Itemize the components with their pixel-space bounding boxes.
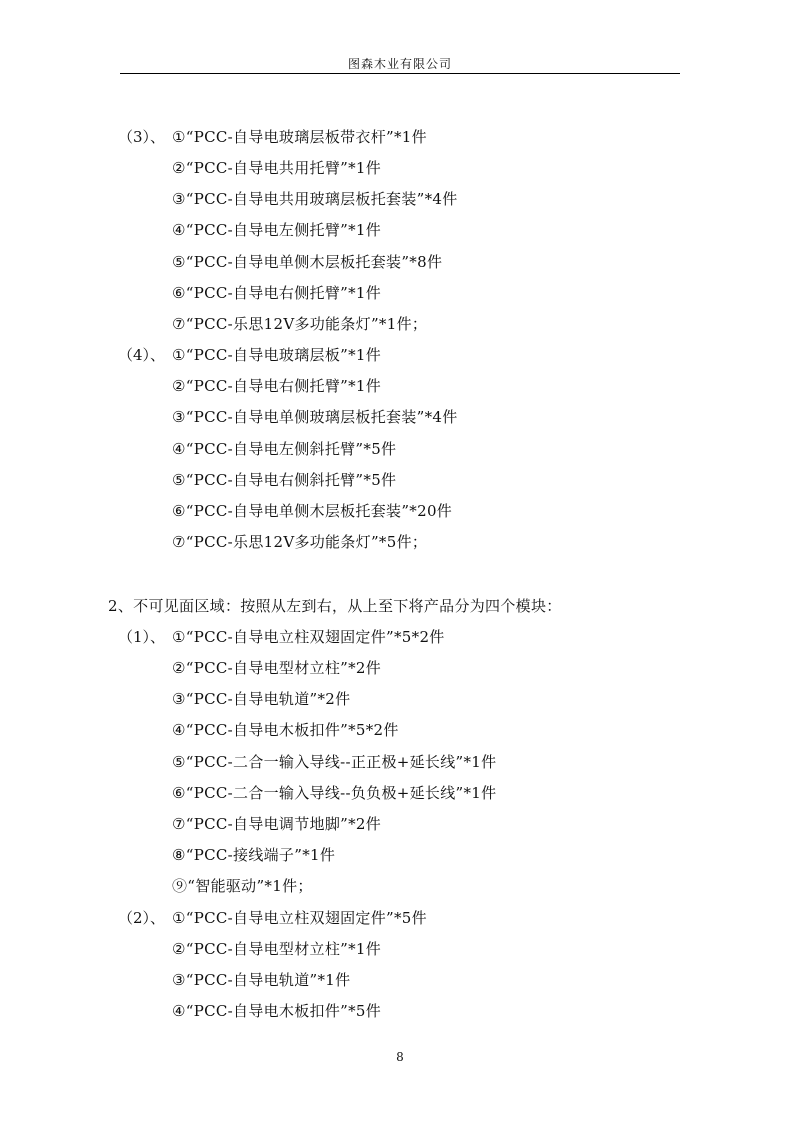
list-item: ④“PCC-自导电木板扣件”*5件	[172, 1002, 382, 1020]
section-heading: 2、不可见面区域：按照从左到右，从上至下将产品分为四个模块：	[108, 597, 562, 615]
list-item: ②“PCC-自导电型材立柱”*1件	[172, 940, 382, 958]
list-item: ②“PCC-自导电型材立柱”*2件	[172, 659, 382, 677]
list-item: ③“PCC-自导电单侧玻璃层板托套装”*4件	[172, 408, 458, 426]
list-item: ⑥“PCC-二合一输入导线--负负极+延长线”*1件	[172, 784, 497, 802]
list-item: ⑥“PCC-自导电右侧托臂”*1件	[172, 284, 382, 302]
list-item: ⑥“PCC-自导电单侧木层板托套装”*20件	[172, 502, 453, 520]
list-item: ⑧“PCC-接线端子”*1件	[172, 846, 336, 864]
list-item: ③“PCC-自导电共用玻璃层板托套装”*4件	[172, 190, 458, 208]
list-item: ②“PCC-自导电右侧托臂”*1件	[172, 377, 382, 395]
page-number: 8	[396, 1050, 404, 1064]
list-item: ⑤“PCC-自导电单侧木层板托套装”*8件	[172, 253, 443, 271]
list-item: ④“PCC-自导电左侧托臂”*1件	[172, 221, 382, 239]
group-label-3: （3）、	[118, 128, 166, 146]
list-item: ④“PCC-自导电木板扣件”*5*2件	[172, 721, 399, 739]
list-item: ①“PCC-自导电立柱双翅固定件”*5件	[172, 909, 427, 927]
list-item: ①“PCC-自导电立柱双翅固定件”*5*2件	[172, 628, 445, 646]
header-divider	[120, 73, 680, 74]
group-label-1: （1）、	[118, 628, 166, 646]
list-item: ⑤“PCC-二合一输入导线--正正极+延长线”*1件	[172, 753, 497, 771]
group-label-2: （2）、	[118, 909, 166, 927]
list-item: ④“PCC-自导电左侧斜托臂”*5件	[172, 440, 397, 458]
page-header-company: 图森木业有限公司	[347, 57, 452, 71]
list-item: ⑤“PCC-自导电右侧斜托臂”*5件	[172, 471, 397, 489]
list-item: ②“PCC-自导电共用托臂”*1件	[172, 159, 382, 177]
list-item: ③“PCC-自导电轨道”*2件	[172, 690, 351, 708]
list-item: ⑦“PCC-乐思12V多功能条灯”*1件；	[172, 315, 428, 333]
group-label-4: （4）、	[118, 346, 166, 364]
list-item: ⑦“PCC-乐思12V多功能条灯”*5件；	[172, 533, 428, 551]
list-item: ③“PCC-自导电轨道”*1件	[172, 971, 351, 989]
list-item: ①“PCC-自导电玻璃层板带衣杆”*1件	[172, 128, 427, 146]
list-item: ⑦“PCC-自导电调节地脚”*2件	[172, 815, 382, 833]
list-item: ①“PCC-自导电玻璃层板”*1件	[172, 346, 382, 364]
list-item: ⑨“智能驱动”*1件；	[172, 877, 313, 895]
